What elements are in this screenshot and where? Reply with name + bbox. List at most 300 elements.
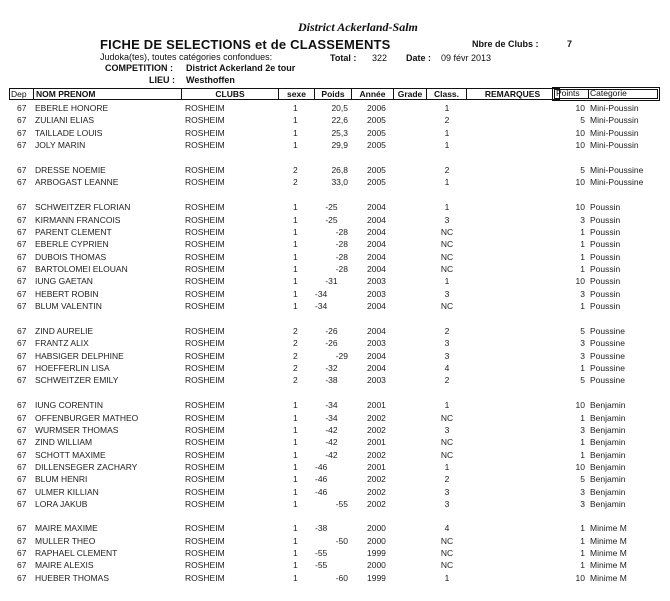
- categorie-cell: Poussine: [590, 326, 625, 336]
- poids-cell: -34: [325, 400, 338, 410]
- points-cell: 1: [580, 536, 585, 546]
- table-row: [0, 449, 670, 461]
- poids-cell: -42: [325, 437, 338, 447]
- poids-cell: 33,0: [331, 177, 348, 187]
- name-cell: ZULIANI ELIAS: [35, 115, 95, 125]
- poids-cell: -26: [325, 338, 338, 348]
- annee-cell: 2005: [367, 128, 386, 138]
- name-cell: RAPHAEL CLEMENT: [35, 548, 118, 558]
- club-cell: ROSHEIM: [185, 560, 225, 570]
- name-cell: HABSIGER DELPHINE: [35, 351, 124, 361]
- categorie-cell: Minime M: [590, 548, 627, 558]
- name-cell: PARENT CLEMENT: [35, 227, 112, 237]
- club-cell: ROSHEIM: [185, 450, 225, 460]
- dep-cell: 67: [17, 536, 27, 546]
- class-cell: 3: [444, 215, 450, 225]
- class-cell: 3: [444, 289, 450, 299]
- class-cell: 2: [444, 115, 450, 125]
- points-cell: 1: [580, 227, 585, 237]
- club-cell: ROSHEIM: [185, 413, 225, 423]
- table-row: [0, 547, 670, 559]
- categorie-cell: Poussin: [590, 276, 621, 286]
- sexe-cell: 2: [293, 375, 298, 385]
- club-cell: ROSHEIM: [185, 276, 225, 286]
- poids-cell: -50: [335, 536, 348, 546]
- annee-cell: 2002: [367, 450, 386, 460]
- points-cell: 1: [580, 363, 585, 373]
- class-cell: NC: [440, 264, 454, 274]
- annee-cell: 2002: [367, 413, 386, 423]
- name-cell: WURMSER THOMAS: [35, 425, 119, 435]
- class-cell: 1: [444, 400, 450, 410]
- points-cell: 10: [575, 276, 585, 286]
- points-cell: 5: [580, 326, 585, 336]
- dep-cell: 67: [17, 375, 27, 385]
- col-class: Class.: [427, 89, 467, 99]
- poids-cell: -38: [315, 523, 328, 533]
- poids-cell: 25,3: [331, 128, 348, 138]
- club-cell: ROSHEIM: [185, 400, 225, 410]
- name-cell: ULMER KILLIAN: [35, 487, 99, 497]
- table-row: [0, 238, 670, 250]
- dep-cell: 67: [17, 276, 27, 286]
- annee-cell: 2005: [367, 165, 386, 175]
- sexe-cell: 1: [293, 450, 298, 460]
- club-cell: ROSHEIM: [185, 215, 225, 225]
- club-cell: ROSHEIM: [185, 202, 225, 212]
- class-cell: 2: [444, 375, 450, 385]
- poids-cell: -31: [325, 276, 338, 286]
- dep-cell: 67: [17, 413, 27, 423]
- class-cell: NC: [440, 227, 454, 237]
- dep-cell: 67: [17, 252, 27, 262]
- class-cell: 3: [444, 338, 450, 348]
- points-cell: 1: [580, 450, 585, 460]
- points-cell: 5: [580, 474, 585, 484]
- class-cell: 1: [444, 103, 450, 113]
- sexe-cell: 1: [293, 573, 298, 583]
- sexe-cell: 1: [293, 474, 298, 484]
- name-cell: BLUM VALENTIN: [35, 301, 102, 311]
- sexe-cell: 2: [293, 165, 298, 175]
- sexe-cell: 1: [293, 425, 298, 435]
- name-cell: OFFENBURGER MATHEO: [35, 413, 139, 423]
- dep-cell: 67: [17, 202, 27, 212]
- sexe-cell: 1: [293, 140, 298, 150]
- categorie-cell: Mini-Poussin: [590, 128, 639, 138]
- name-cell: HOEFFERLIN LISA: [35, 363, 110, 373]
- categorie-cell: Poussin: [590, 227, 621, 237]
- name-cell: KIRMANN FRANCOIS: [35, 215, 121, 225]
- club-cell: ROSHEIM: [185, 375, 225, 385]
- points-cell: 10: [575, 400, 585, 410]
- categorie-cell: Poussin: [590, 202, 621, 212]
- categorie-cell: Benjamin: [590, 450, 626, 460]
- table-row: [0, 275, 670, 287]
- name-cell: BLUM HENRI: [35, 474, 88, 484]
- sexe-cell: 1: [293, 499, 298, 509]
- name-cell: TAILLADE LOUIS: [35, 128, 103, 138]
- table-row: [0, 461, 670, 473]
- annee-cell: 2001: [367, 462, 386, 472]
- poids-cell: -28: [335, 239, 348, 249]
- points-cell: 1: [580, 252, 585, 262]
- sexe-cell: 2: [293, 326, 298, 336]
- points-cell: 3: [580, 215, 585, 225]
- table-row: [0, 350, 670, 362]
- annee-cell: 2003: [367, 276, 386, 286]
- club-cell: ROSHEIM: [185, 177, 225, 187]
- name-cell: DRESSE NOEMIE: [35, 165, 106, 175]
- class-cell: NC: [440, 536, 454, 546]
- name-cell: IUNG CORENTIN: [35, 400, 103, 410]
- club-cell: ROSHEIM: [185, 128, 225, 138]
- categorie-cell: Benjamin: [590, 413, 626, 423]
- poids-cell: -26: [325, 326, 338, 336]
- poids-cell: -55: [335, 499, 348, 509]
- name-cell: FRANTZ ALIX: [35, 338, 89, 348]
- dep-cell: 67: [17, 351, 27, 361]
- club-cell: ROSHEIM: [185, 425, 225, 435]
- table-row: [0, 572, 670, 584]
- table-row: [0, 424, 670, 436]
- club-cell: ROSHEIM: [185, 462, 225, 472]
- dep-cell: 67: [17, 264, 27, 274]
- club-cell: ROSHEIM: [185, 437, 225, 447]
- club-cell: ROSHEIM: [185, 264, 225, 274]
- poids-cell: -25: [325, 202, 338, 212]
- table-row: [0, 486, 670, 498]
- date-value: 09 févr 2013: [441, 53, 492, 63]
- annee-cell: 2002: [367, 425, 386, 435]
- poids-cell: -42: [325, 425, 338, 435]
- points-cell: 10: [575, 140, 585, 150]
- points-cell: 10: [575, 128, 585, 138]
- poids-cell: -42: [325, 450, 338, 460]
- poids-cell: -55: [315, 560, 328, 570]
- club-cell: ROSHEIM: [185, 536, 225, 546]
- page-title: FICHE DE SELECTIONS et de CLASSEMENTS: [100, 37, 391, 52]
- sexe-cell: 1: [293, 560, 298, 570]
- table-row: [0, 114, 670, 126]
- name-cell: EBERLE HONORE: [35, 103, 109, 113]
- table-row: [0, 251, 670, 263]
- points-cell: 10: [575, 103, 585, 113]
- table-row: [0, 201, 670, 213]
- club-cell: ROSHEIM: [185, 239, 225, 249]
- points-cell: 1: [580, 560, 585, 570]
- table-row: [0, 127, 670, 139]
- table-header: [9, 88, 560, 100]
- dep-cell: 67: [17, 363, 27, 373]
- nbre-clubs-value: 7: [567, 39, 573, 49]
- poids-cell: -25: [325, 215, 338, 225]
- table-row: [0, 559, 670, 571]
- categorie-cell: Poussine: [590, 338, 625, 348]
- points-cell: 10: [575, 573, 585, 583]
- annee-cell: 2002: [367, 487, 386, 497]
- sexe-cell: 2: [293, 363, 298, 373]
- class-cell: NC: [440, 437, 454, 447]
- poids-cell: -28: [335, 264, 348, 274]
- annee-cell: 2004: [367, 351, 386, 361]
- points-cell: 1: [580, 437, 585, 447]
- class-cell: 1: [444, 276, 450, 286]
- club-cell: ROSHEIM: [185, 548, 225, 558]
- annee-cell: 2004: [367, 215, 386, 225]
- name-cell: HEBERT ROBIN: [35, 289, 99, 299]
- annee-cell: 2003: [367, 289, 386, 299]
- dep-cell: 67: [17, 227, 27, 237]
- points-cell: 3: [580, 351, 585, 361]
- table-row: [0, 288, 670, 300]
- sexe-cell: 1: [293, 413, 298, 423]
- class-cell: 1: [444, 202, 450, 212]
- sexe-cell: 1: [293, 400, 298, 410]
- club-cell: ROSHEIM: [185, 363, 225, 373]
- dep-cell: 67: [17, 326, 27, 336]
- class-cell: NC: [440, 413, 454, 423]
- dep-cell: 67: [17, 437, 27, 447]
- class-cell: NC: [440, 560, 454, 570]
- annee-cell: 2000: [367, 536, 386, 546]
- annee-cell: 1999: [367, 548, 386, 558]
- annee-cell: 2001: [367, 437, 386, 447]
- categorie-cell: Poussine: [590, 363, 625, 373]
- points-cell: 1: [580, 264, 585, 274]
- name-cell: ZIND AURELIE: [35, 326, 94, 336]
- class-cell: 3: [444, 499, 450, 509]
- points-cell: 1: [580, 548, 585, 558]
- points-cell: 1: [580, 523, 585, 533]
- sexe-cell: 1: [293, 437, 298, 447]
- points-cell: 3: [580, 499, 585, 509]
- categorie-cell: Benjamin: [590, 425, 626, 435]
- table-row: [0, 535, 670, 547]
- sexe-cell: 1: [293, 252, 298, 262]
- poids-cell: 22,6: [331, 115, 348, 125]
- sexe-cell: 2: [293, 351, 298, 361]
- points-cell: 5: [580, 115, 585, 125]
- name-cell: LORA JAKUB: [35, 499, 88, 509]
- annee-cell: 2004: [367, 363, 386, 373]
- points-cell: 3: [580, 487, 585, 497]
- name-cell: MAIRE MAXIME: [35, 523, 98, 533]
- table-row: [0, 498, 670, 510]
- table-row: [0, 522, 670, 534]
- sexe-cell: 1: [293, 202, 298, 212]
- name-cell: HUEBER THOMAS: [35, 573, 109, 583]
- competition-label: COMPETITION :: [105, 63, 173, 73]
- class-cell: 1: [444, 573, 450, 583]
- table-row: [0, 399, 670, 411]
- poids-cell: -28: [335, 227, 348, 237]
- dep-cell: 67: [17, 573, 27, 583]
- poids-cell: 20,5: [331, 103, 348, 113]
- dep-cell: 67: [17, 425, 27, 435]
- poids-cell: -34: [315, 289, 328, 299]
- name-cell: SCHWEITZER EMILY: [35, 375, 119, 385]
- class-cell: 3: [444, 351, 450, 361]
- dep-cell: 67: [17, 487, 27, 497]
- annee-cell: 2002: [367, 499, 386, 509]
- dep-cell: 67: [17, 400, 27, 410]
- table-row: [0, 263, 670, 275]
- annee-cell: 2004: [367, 301, 386, 311]
- club-cell: ROSHEIM: [185, 301, 225, 311]
- categorie-cell: Poussin: [590, 301, 621, 311]
- lieu-label: LIEU :: [149, 75, 175, 85]
- class-cell: NC: [440, 239, 454, 249]
- annee-cell: 2004: [367, 202, 386, 212]
- sexe-cell: 1: [293, 462, 298, 472]
- sexe-cell: 1: [293, 289, 298, 299]
- poids-cell: -55: [315, 548, 328, 558]
- points-cell: 3: [580, 338, 585, 348]
- class-cell: 4: [444, 523, 450, 533]
- name-cell: ZIND WILLIAM: [35, 437, 93, 447]
- name-cell: EBERLE CYPRIEN: [35, 239, 109, 249]
- name-cell: DILLENSEGER ZACHARY: [35, 462, 138, 472]
- table-row: [0, 374, 670, 386]
- total-value: 322: [372, 53, 388, 63]
- name-cell: MAIRE ALEXIS: [35, 560, 94, 570]
- dep-cell: 67: [17, 462, 27, 472]
- table-row: [0, 176, 670, 188]
- club-cell: ROSHEIM: [185, 487, 225, 497]
- col-remarques: REMARQUES: [484, 89, 541, 99]
- class-cell: 2: [444, 165, 450, 175]
- table-row: [0, 337, 670, 349]
- class-cell: 4: [444, 363, 450, 373]
- class-cell: NC: [440, 301, 454, 311]
- poids-cell: -34: [325, 413, 338, 423]
- sexe-cell: 1: [293, 239, 298, 249]
- class-cell: NC: [440, 548, 454, 558]
- annee-cell: 2005: [367, 140, 386, 150]
- annee-cell: 2005: [367, 177, 386, 187]
- club-cell: ROSHEIM: [185, 115, 225, 125]
- col-grade: Grade: [394, 89, 427, 99]
- dep-cell: 67: [17, 215, 27, 225]
- annee-cell: 1999: [367, 573, 386, 583]
- sexe-cell: 1: [293, 115, 298, 125]
- name-cell: DUBOIS THOMAS: [35, 252, 107, 262]
- annee-cell: 2004: [367, 264, 386, 274]
- categorie-cell: Benjamin: [590, 462, 626, 472]
- col-poids: Poids: [315, 89, 352, 99]
- sexe-cell: 1: [293, 276, 298, 286]
- col-sexe: sexe: [279, 89, 315, 99]
- sexe-cell: 1: [293, 215, 298, 225]
- categorie-cell: Minime M: [590, 560, 627, 570]
- club-cell: ROSHEIM: [185, 474, 225, 484]
- table-row: [0, 214, 670, 226]
- points-cell: 3: [580, 425, 585, 435]
- club-cell: ROSHEIM: [185, 289, 225, 299]
- col-points: Points: [556, 88, 580, 98]
- table-row: [0, 473, 670, 485]
- class-cell: 1: [444, 140, 450, 150]
- annee-cell: 2002: [367, 474, 386, 484]
- club-cell: ROSHEIM: [185, 103, 225, 113]
- annee-cell: 2004: [367, 239, 386, 249]
- name-cell: ARBOGAST LEANNE: [35, 177, 119, 187]
- points-cell: 1: [580, 413, 585, 423]
- club-cell: ROSHEIM: [185, 165, 225, 175]
- points-cell: 5: [580, 165, 585, 175]
- points-cell: 10: [575, 177, 585, 187]
- name-cell: SCHWEITZER FLORIAN: [35, 202, 131, 212]
- dep-cell: 67: [17, 523, 27, 533]
- nbre-clubs-label: Nbre de Clubs :: [472, 39, 539, 49]
- categorie-cell: Poussin: [590, 239, 621, 249]
- poids-cell: -32: [325, 363, 338, 373]
- poids-cell: -34: [315, 301, 328, 311]
- club-cell: ROSHEIM: [185, 140, 225, 150]
- categorie-cell: Mini-Poussine: [590, 177, 644, 187]
- class-cell: 1: [444, 462, 450, 472]
- categorie-cell: Poussin: [590, 264, 621, 274]
- categorie-cell: Minime M: [590, 523, 627, 533]
- categorie-cell: Minime M: [590, 536, 627, 546]
- col-clubs: CLUBS: [182, 89, 279, 99]
- categorie-cell: Minime M: [590, 573, 627, 583]
- annee-cell: 2003: [367, 338, 386, 348]
- categorie-cell: Poussin: [590, 252, 621, 262]
- poids-cell: -60: [335, 573, 348, 583]
- class-cell: 2: [444, 474, 450, 484]
- sexe-cell: 1: [293, 536, 298, 546]
- table-row: [0, 412, 670, 424]
- table-row: [0, 300, 670, 312]
- total-label: Total :: [330, 53, 357, 63]
- club-cell: ROSHEIM: [185, 351, 225, 361]
- sexe-cell: 1: [293, 487, 298, 497]
- categorie-cell: Mini-Poussin: [590, 103, 639, 113]
- poids-cell: 29,9: [331, 140, 348, 150]
- dep-cell: 67: [17, 450, 27, 460]
- dep-cell: 67: [17, 128, 27, 138]
- dep-cell: 67: [17, 115, 27, 125]
- categorie-cell: Benjamin: [590, 400, 626, 410]
- sexe-cell: 1: [293, 301, 298, 311]
- club-cell: ROSHEIM: [185, 523, 225, 533]
- annee-cell: 2004: [367, 252, 386, 262]
- sexe-cell: 1: [293, 103, 298, 113]
- points-cell: 5: [580, 375, 585, 385]
- categorie-cell: Benjamin: [590, 499, 626, 509]
- col-annee: Année: [352, 89, 394, 99]
- dep-cell: 67: [17, 289, 27, 299]
- dep-cell: 67: [17, 239, 27, 249]
- dep-cell: 67: [17, 301, 27, 311]
- club-cell: ROSHEIM: [185, 252, 225, 262]
- annee-cell: 2004: [367, 227, 386, 237]
- dep-cell: 67: [17, 103, 27, 113]
- class-cell: NC: [440, 252, 454, 262]
- poids-cell: -29: [335, 351, 348, 361]
- annee-cell: 2006: [367, 103, 386, 113]
- dep-cell: 67: [17, 338, 27, 348]
- sexe-cell: 2: [293, 177, 298, 187]
- name-cell: IUNG GAETAN: [35, 276, 93, 286]
- dep-cell: 67: [17, 499, 27, 509]
- table-row: [0, 362, 670, 374]
- dep-cell: 67: [17, 165, 27, 175]
- annee-cell: 2003: [367, 375, 386, 385]
- sexe-cell: 1: [293, 128, 298, 138]
